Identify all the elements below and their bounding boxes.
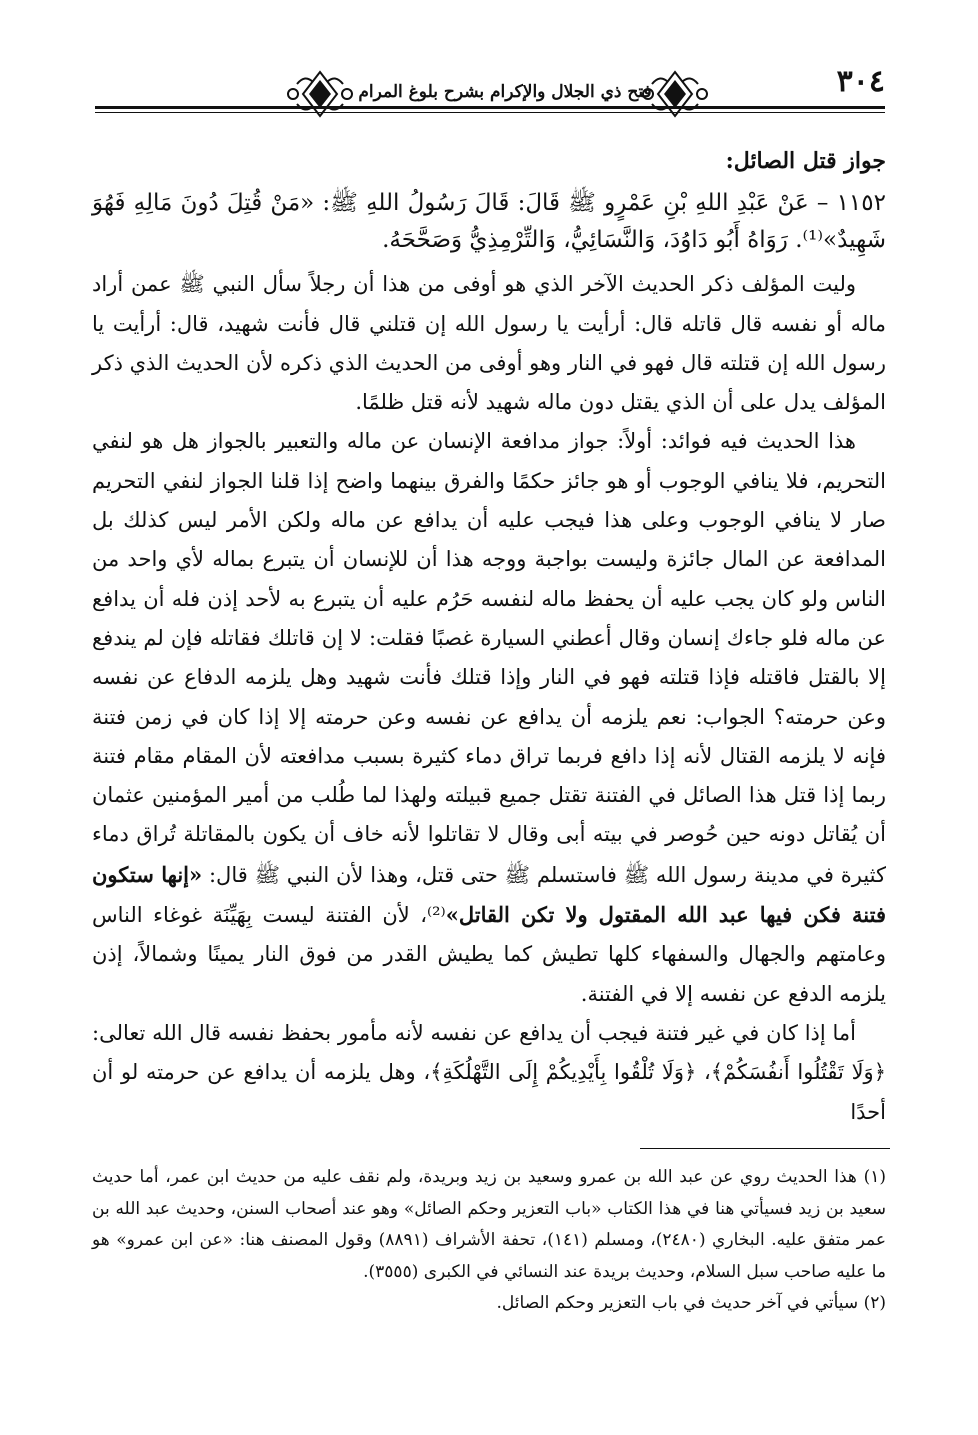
paragraph-text: ⁽²⁾، لأن الفتنة ليست بِهَيِّنَة غوغاء الناس وعامتهم والجهال والسفهاء كلها تطيش كما يطيش القدر من فوق النار يمينًا وشمالاً، إذن يلزمه الدفع عن نفسه إلا في الفتنة. [92,903,886,1006]
main-text [92,142,886,1132]
paragraph: أما إذا كان في غير فتنة فيجب أن يدافع عن نفسه لأنه مأمور بحفظ نفسه قال الله تعالى: ﴿وَلَا تَقْتُلُوا أَنفُسَكُمْ﴾، ﴿وَلَا تُلْقُوا بِأَيْدِيكُمْ إِلَى التَّهْلُكَةِ﴾، وهل يلزمه أن يدافع عن حرمته لو أن أحدًا [92,1020,886,1124]
paragraph-text: هذا الحديث فيه فوائد: أولاً: جواز مدافعة الإنسان عن ماله والتعبير بالجواز هل هو لنفي التحريم، فلا ينافي الوجوب أو هو جائز حكمًا والفرق بينهما واضح إذا قلنا الجواز لنفي التحريم صار لا ينافي الوجوب وعلى هذا فيجب عليه أن يدافع عن ماله ولكن الأمر ليس كذلك بل المدافعة عن المال جائزة وليست بواجبة ووجه هذا أن للإنسان أن يتبرع بماله لأي واحد من الناس ولو كان يجب عليه أن يحفظ ماله لنفسه حَرُم عليه أن يتبرع به لأحد إذن فله أن يدافع عن ماله فلو جاءك إنسان وقال أعطني السيارة غصبًا فقلت: لا إن قاتلك فقاتله فإن لم يندفع إلا بالقتل فاقتله فإذا قتلته فهو في النار وإذا قتلك فأنت شهيد وهل يلزمه الدفاع عن نفسه وعن حرمته؟ الجواب: نعم يلزمه أن يدافع عن نفسه وعن حرمته إلا إذا كان في زمن فتنة فإنه لا يلزمه القتال لأنه إذا دافع فربما تراق دماء كثيرة بسبب مدافعته لأن المقام مقام فتنة ربما إذا قتل هذا الصائل في الفتنة تقتل جميع قبيلته ولهذا لما طُلب من أمير المؤمنين عثمان أن يُقاتل دونه حين حُوصر في بيته أبى وقال لا تقاتلوا لأنه خاف أن يكون بالمقاتلة تُراق دماء كثيرة في مدينة رسول الله ﷺ فاستسلم ﷺ حتى قتل، وهذا لأن النبي ﷺ قال: [92,429,886,887]
quoted-hadith: «إنها ستكون فتنة فكن فيها عبد الله المقتول ولا تكن القاتل» [92,861,886,928]
header-rule-thin [95,112,885,113]
paragraph: وليت المؤلف ذكر الحديث الآخر الذي هو أوفى من هذا أن رجلاً سأل النبي ﷺ عمن أراد ماله أو نفسه قال قاتله قال: أرأيت يا رسول الله إن قتلني قال فأنت شهيد، قال: أرأيت يا رسول الله إن قتلته قال فهو في النار وهو أوفى من الحديث الذي ذكره لأن الحديث الذي ذكر المؤلف يدل على أن الذي يقتل دون ماله شهيد لأنه قتل ظلمًا. [92,272,886,415]
paragraph [92,422,886,1013]
page-header [95,60,885,130]
hadith-text: ١١٥٢ – عَنْ عَبْدِ اللهِ بْنِ عَمْرٍو ﷺ قَالَ: قَالَ رَسُولُ اللهِ ﷺ: «مَنْ قُتِلَ دُونَ مَالِهِ فَهُوَ شَهِيدٌ»⁽¹⁾. رَوَاهُ أَبُو دَاوُدَ، وَالنَّسَائِيُّ، وَالتِّرْمِذِيُّ وَصَحَّحَهُ. [92,190,886,254]
footnote: (١) هذا الحديث روي عن عبد الله بن عمرو وسعيد بن زيد وبريدة، ولم نقف عليه من حديث ابن عمر، أما حديث سعيد بن زيد فسيأتي هنا في هذا الكتاب «باب التعزير وحكم الصائل» وهو عند أصحاب السنن، وحديث عبد الله بن عمر متفق عليه. البخاري (٢٤٨٠)، ومسلم (١٤١)، تحفة الأشراف (٨٨٩١) وقول المصنف هنا: «عن ابن عمرو» هو ما عليه صاحب سبل السلام، وحديث بريدة عند النسائي في الكبرى (٣٥٥٥). [92,1167,886,1282]
header-rule [95,106,885,109]
footnote-separator [640,1148,890,1149]
section-heading: جواز قتل الصائل: [725,148,886,174]
ornament-icon [285,70,355,118]
footnote: (٢) سيأتي في آخر حديث في باب التعزير وحكم الصائل. [496,1293,886,1313]
running-title: فتح ذي الجلال والإكرام بشرح بلوغ المرام [358,82,652,102]
footnotes [92,1162,886,1320]
page-number: ٣٠٤ [836,64,885,99]
